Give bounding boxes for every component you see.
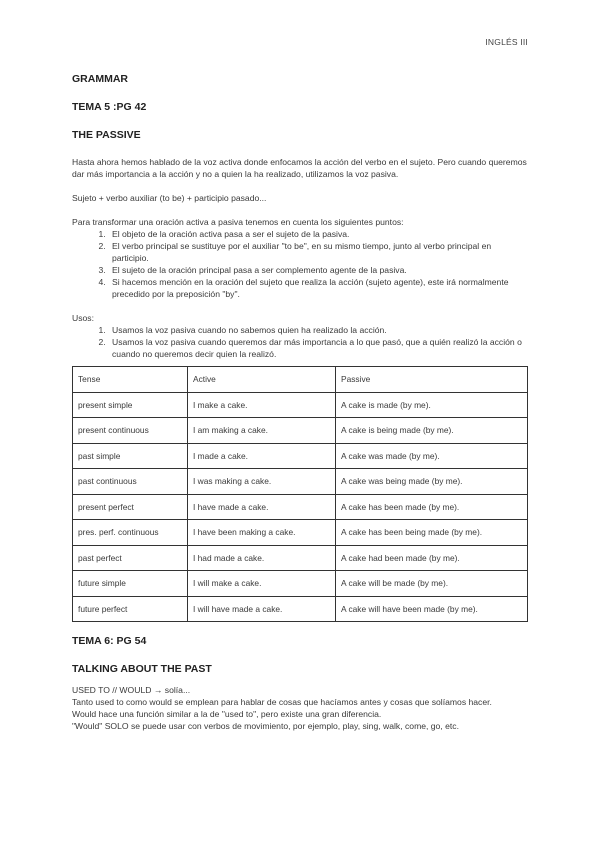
table-cell: I will have made a cake. <box>188 596 336 622</box>
table-cell: A cake will be made (by me). <box>336 571 528 597</box>
table-cell: future simple <box>73 571 188 597</box>
table-cell: present simple <box>73 392 188 418</box>
intro-paragraph: Hasta ahora hemos hablado de la voz activa donde enfocamos la acción del verbo en el sujeto. Pero cuando queremos dar más importancia a la acción y no a quien la ha realizado, utilizamos la voz pasiva. <box>72 157 527 179</box>
table-cell: I had made a cake. <box>188 545 336 571</box>
transform-list <box>72 228 528 300</box>
table-row <box>73 418 528 444</box>
list-item: 3. El sujeto de la oración principal pasa a ser complemento agente de la pasiva. <box>108 264 528 276</box>
list-item: 1. Usamos la voz pasiva cuando no sabemos quien ha realizado la acción. <box>108 324 528 336</box>
table-cell: present perfect <box>73 494 188 520</box>
table-cell: past continuous <box>73 469 188 495</box>
table-cell: A cake is made (by me). <box>336 392 528 418</box>
table-cell: A cake is being made (by me). <box>336 418 528 444</box>
content <box>72 72 528 732</box>
table-row <box>73 545 528 571</box>
used-to-line: USED TO // WOULD → solía... <box>72 685 191 695</box>
table-cell: A cake had been made (by me). <box>336 545 528 571</box>
table-row <box>73 469 528 495</box>
table-cell: A cake has been made (by me). <box>336 494 528 520</box>
table-cell: A cake has been being made (by me). <box>336 520 528 546</box>
list-item: 1. El objeto de la oración activa pasa a ser el sujeto de la pasiva. <box>108 228 528 240</box>
usos-label: Usos: <box>72 313 94 323</box>
table-cell: I have been making a cake. <box>188 520 336 546</box>
transform-intro: Para transformar una oración activa a pasiva tenemos en cuenta los siguientes puntos: <box>72 217 404 227</box>
table-cell: future perfect <box>73 596 188 622</box>
table-cell: I am making a cake. <box>188 418 336 444</box>
grammar-heading: GRAMMAR <box>72 73 128 85</box>
table-cell: A cake was being made (by me). <box>336 469 528 495</box>
table-cell: past perfect <box>73 545 188 571</box>
list-item: 4. Si hacemos mención en la oración del sujeto que realiza la acción (sujeto agente), este irá normalmente precedido por la preposición "by". <box>108 276 528 300</box>
past-paragraph-2: Would hace una función similar a la de "used to", pero existe una gran diferencia. <box>72 709 382 719</box>
table-cell: A cake was made (by me). <box>336 443 528 469</box>
table-cell: present continuous <box>73 418 188 444</box>
list-item: 2. El verbo principal se sustituye por el auxiliar "to be", en su mismo tiempo, junto al verbo principal en participio. <box>108 240 528 264</box>
tema6-heading: TEMA 6: PG 54 <box>72 635 147 647</box>
table-row <box>73 443 528 469</box>
table-header-cell: Tense <box>73 367 188 393</box>
table-cell: I have made a cake. <box>188 494 336 520</box>
list-item: 2. Usamos la voz pasiva cuando queremos dar más importancia a lo que pasó, que a quién realizó la acción o cuando no queremos decir quien la realizó. <box>108 336 528 360</box>
table-row <box>73 520 528 546</box>
past-paragraph-1: Tanto used to como would se emplean para hablar de cosas que hacíamos antes y cosas que solíamos hacer. <box>72 697 492 707</box>
usos-list <box>72 324 528 360</box>
table-header-cell: Passive <box>336 367 528 393</box>
table-row <box>73 494 528 520</box>
table-row <box>73 596 528 622</box>
past-heading: TALKING ABOUT THE PAST <box>72 663 212 675</box>
table-cell: A cake will have been made (by me). <box>336 596 528 622</box>
past-paragraph-3: "Would" SOLO se puede usar con verbos de movimiento, por ejemplo, play, sing, walk, come, go, etc. <box>72 721 459 731</box>
table-cell: I was making a cake. <box>188 469 336 495</box>
table-cell: I made a cake. <box>188 443 336 469</box>
table-row <box>73 392 528 418</box>
table-header-row <box>73 367 528 393</box>
table-cell: pres. perf. continuous <box>73 520 188 546</box>
table-row <box>73 571 528 597</box>
passive-heading: THE PASSIVE <box>72 129 141 141</box>
table-cell: I will make a cake. <box>188 571 336 597</box>
header-course-label: INGLÉS III <box>485 37 528 47</box>
table-cell: past simple <box>73 443 188 469</box>
tema5-heading: TEMA 5 :PG 42 <box>72 101 147 113</box>
passive-table <box>72 366 528 622</box>
table-header-cell: Active <box>188 367 336 393</box>
formula-paragraph: Sujeto + verbo auxiliar (to be) + participio pasado... <box>72 193 267 203</box>
table-cell: I make a cake. <box>188 392 336 418</box>
